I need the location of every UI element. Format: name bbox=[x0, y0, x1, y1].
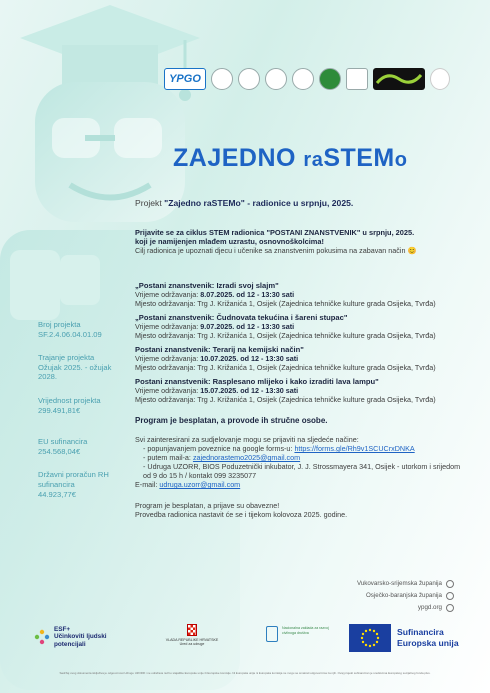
website-link[interactable]: ypgd.org bbox=[417, 604, 442, 611]
eu-flag-icon bbox=[349, 624, 391, 652]
time-value: 15.07.2025. od 12 - 13:30 sati bbox=[200, 386, 299, 395]
workshop-title: „Postani znanstvenik: Izradi svoj slajm" bbox=[135, 281, 279, 290]
eu-text-2: Europska unija bbox=[397, 638, 459, 648]
esf-title: ESF+ bbox=[54, 626, 71, 633]
county-1: Vukovarsko-srijemska županija bbox=[356, 580, 442, 587]
region-row bbox=[357, 602, 454, 614]
registration-item-office: - Udruga UZORR, BIOS Poduzetnički inkubator, J. J. Strossmayera 341, Osijek - utorkom i srijedom od 9 do 15 h / kontakt 099 3235077 bbox=[143, 462, 461, 480]
foundation-mark-icon bbox=[266, 626, 278, 642]
intro-bold-1: Prijavite se za ciklus STEM radionica "POSTANI ZNANSTVENIK" u srpnju, 2025. bbox=[135, 228, 415, 237]
county-2: Osječko-baranjska županija bbox=[365, 592, 442, 599]
esf-logo bbox=[34, 626, 116, 648]
project-prefix: Projekt bbox=[135, 198, 165, 208]
state-value: 44.923,77€ bbox=[38, 489, 77, 499]
partner-logo-6 bbox=[346, 68, 368, 90]
state-label: Državni proračun RH sufinancira bbox=[38, 470, 109, 489]
duration-value: Ožujak 2025. - ožujak 2028. bbox=[38, 362, 112, 382]
location-icon bbox=[446, 592, 454, 600]
item-prefix: - popunjavanjem poveznice na google forms-u: bbox=[143, 444, 295, 453]
code-value: SF.2.4.06.04.01.09 bbox=[38, 329, 102, 339]
project-info-sidebar bbox=[38, 320, 128, 513]
forms-link[interactable]: https://forms.gle/Rh9v1SCUCrxDNKA bbox=[294, 444, 415, 453]
time-label: Vrijeme održavanja: bbox=[135, 354, 201, 363]
region-info bbox=[357, 578, 454, 614]
workshop-place: Mjesto održavanja: Trg J. Križanića 1, Osijek (Zajednica tehničke kulture grada Osijeka, Tvrđa) bbox=[135, 395, 436, 404]
partner-logo-1 bbox=[211, 68, 233, 90]
esf-star-icon bbox=[34, 629, 50, 645]
item-prefix: - putem mail-a: bbox=[143, 453, 193, 462]
time-label: Vrijeme održavanja: bbox=[135, 386, 201, 395]
time-value: 10.07.2025. od 12 - 13:30 sati bbox=[200, 354, 299, 363]
footer-logos bbox=[0, 616, 490, 664]
croatian-coat-of-arms-icon bbox=[187, 624, 197, 636]
disclaimer: Sadržaj ovog dokumenta isključiva je odgovornost Udruge UZORR i ne odražava nužno stajalište Europske unije ili Europske komisije. Ni Europska unija ni Europska komisija ne mogu se smatrati odgovornima za njih. Ovaj projekt sufinanciran je sredstvima Europskog socijalnog fonda plus. bbox=[59, 671, 431, 675]
time-label: Vrijeme održavanja: bbox=[135, 290, 201, 299]
partner-logo-4 bbox=[292, 68, 314, 90]
partner-logos bbox=[164, 66, 472, 92]
region-row bbox=[357, 578, 454, 590]
intro-text: Cilj radionica je upoznati djecu i učenike sa znanstvenim pokusima na zabavan način 😊 bbox=[135, 246, 417, 255]
workshop-3 bbox=[135, 345, 465, 372]
partner-logo-5 bbox=[319, 68, 341, 90]
registration-item-forms bbox=[135, 444, 465, 453]
partner-logo-7 bbox=[373, 68, 425, 90]
email-link[interactable]: udruga.uzorr@gmail.com bbox=[159, 480, 241, 489]
email-prefix: E-mail: bbox=[135, 480, 160, 489]
workshop-time bbox=[135, 386, 465, 395]
eu-cofunded-logo bbox=[349, 624, 459, 652]
workshop-2 bbox=[135, 313, 465, 340]
esf-subtitle: Učinkoviti ljudski potencijali bbox=[54, 633, 107, 648]
time-value: 9.07.2025. od 12 - 13:30 sati bbox=[200, 322, 295, 331]
mail-link[interactable]: zajednorastemo2025@gmail.com bbox=[192, 453, 301, 462]
workshop-place: Mjesto održavanja: Trg J. Križanića 1, Osijek (Zajednica tehničke kulture grada Osijeka, Tvrđa) bbox=[135, 331, 436, 340]
workshop-4 bbox=[135, 377, 465, 404]
workshop-time bbox=[135, 354, 465, 363]
value-value: 299.491,81€ bbox=[38, 405, 81, 415]
eu-text bbox=[397, 627, 459, 649]
closing-line-2: Provedba radionica nastavit će se i tijekom kolovoza 2025. godine. bbox=[135, 510, 348, 519]
eu-text-1: Sufinancira bbox=[397, 627, 444, 637]
free-program-line: Program je besplatan, a provode ih stručne osobe. bbox=[135, 416, 328, 425]
title-stem: STEM bbox=[323, 144, 395, 172]
duration-label: Trajanje projekta bbox=[38, 353, 95, 363]
workshop-title: Postani znanstvenik: Rasplesano mlijeko i kako izraditi lava lampu" bbox=[135, 377, 379, 386]
main-title bbox=[173, 144, 473, 173]
title-o: o bbox=[394, 149, 408, 171]
wave-icon bbox=[375, 71, 423, 87]
workshop-title: Postani znanstvenik: Terarij na kemijski način" bbox=[135, 345, 304, 354]
project-name: "Zajedno raSTEMo" - bbox=[164, 198, 253, 208]
time-label: Vrijeme održavanja: bbox=[135, 322, 201, 331]
intro-bold-2: koji je namijenjen mlađem uzrastu, osnovnoškolcima! bbox=[135, 237, 324, 246]
workshop-time bbox=[135, 290, 465, 299]
code-label: Broj projekta bbox=[38, 320, 81, 329]
partner-logo-3 bbox=[265, 68, 287, 90]
registration-intro: Svi zainteresirani za sudjelovanje mogu se prijaviti na sljedeće načine: bbox=[135, 435, 359, 444]
title-zajedno: ZAJEDNO bbox=[173, 144, 304, 172]
project-line bbox=[135, 198, 353, 208]
project-suffix: radionice u srpnju, 2025. bbox=[252, 198, 354, 208]
foundation-text: Nacionalna zaklada za razvoj civilnoga društva bbox=[282, 626, 329, 635]
region-row bbox=[357, 590, 454, 602]
time-value: 8.07.2025. od 12 - 13:30 sati bbox=[200, 290, 295, 299]
workshop-time bbox=[135, 322, 465, 331]
esf-text bbox=[54, 626, 116, 648]
eu-value: 254.568,04€ bbox=[38, 446, 81, 456]
partner-logo-8 bbox=[430, 68, 450, 90]
workshop-place: Mjesto održavanja: Trg J. Križanića 1, Osijek (Zajednica tehničke kulture grada Osijeka, Tvrđa) bbox=[135, 299, 436, 308]
workshop-1 bbox=[135, 281, 465, 308]
title-ra: ra bbox=[303, 149, 324, 171]
registration-email bbox=[135, 480, 465, 489]
closing-line-1: Program je besplatan, a prijave su obavezne! bbox=[135, 501, 280, 510]
main-content bbox=[135, 228, 465, 519]
location-icon bbox=[446, 580, 454, 588]
ypgo-logo: YPGO bbox=[164, 68, 206, 90]
registration-block bbox=[135, 435, 465, 489]
registration-item-mail bbox=[135, 453, 465, 462]
partner-logo-2 bbox=[238, 68, 260, 90]
workshop-place: Mjesto održavanja: Trg J. Križanića 1, Osijek (Zajednica tehničke kulture grada Osijeka, Tvrđa) bbox=[135, 363, 436, 372]
globe-icon bbox=[446, 604, 454, 612]
croatian-government-logo bbox=[162, 624, 222, 647]
hr-office-text: VLADA REPUBLIKE HRVATSKE Ured za udruge bbox=[165, 638, 219, 647]
workshop-title: „Postani znanstvenik: Čudnovata tekućina i šareni stupac" bbox=[135, 313, 348, 322]
closing-block bbox=[135, 501, 465, 519]
national-foundation-logo bbox=[266, 626, 336, 642]
value-label: Vrijednost projekta bbox=[38, 395, 101, 405]
eu-label: EU sufinancira bbox=[38, 437, 88, 447]
